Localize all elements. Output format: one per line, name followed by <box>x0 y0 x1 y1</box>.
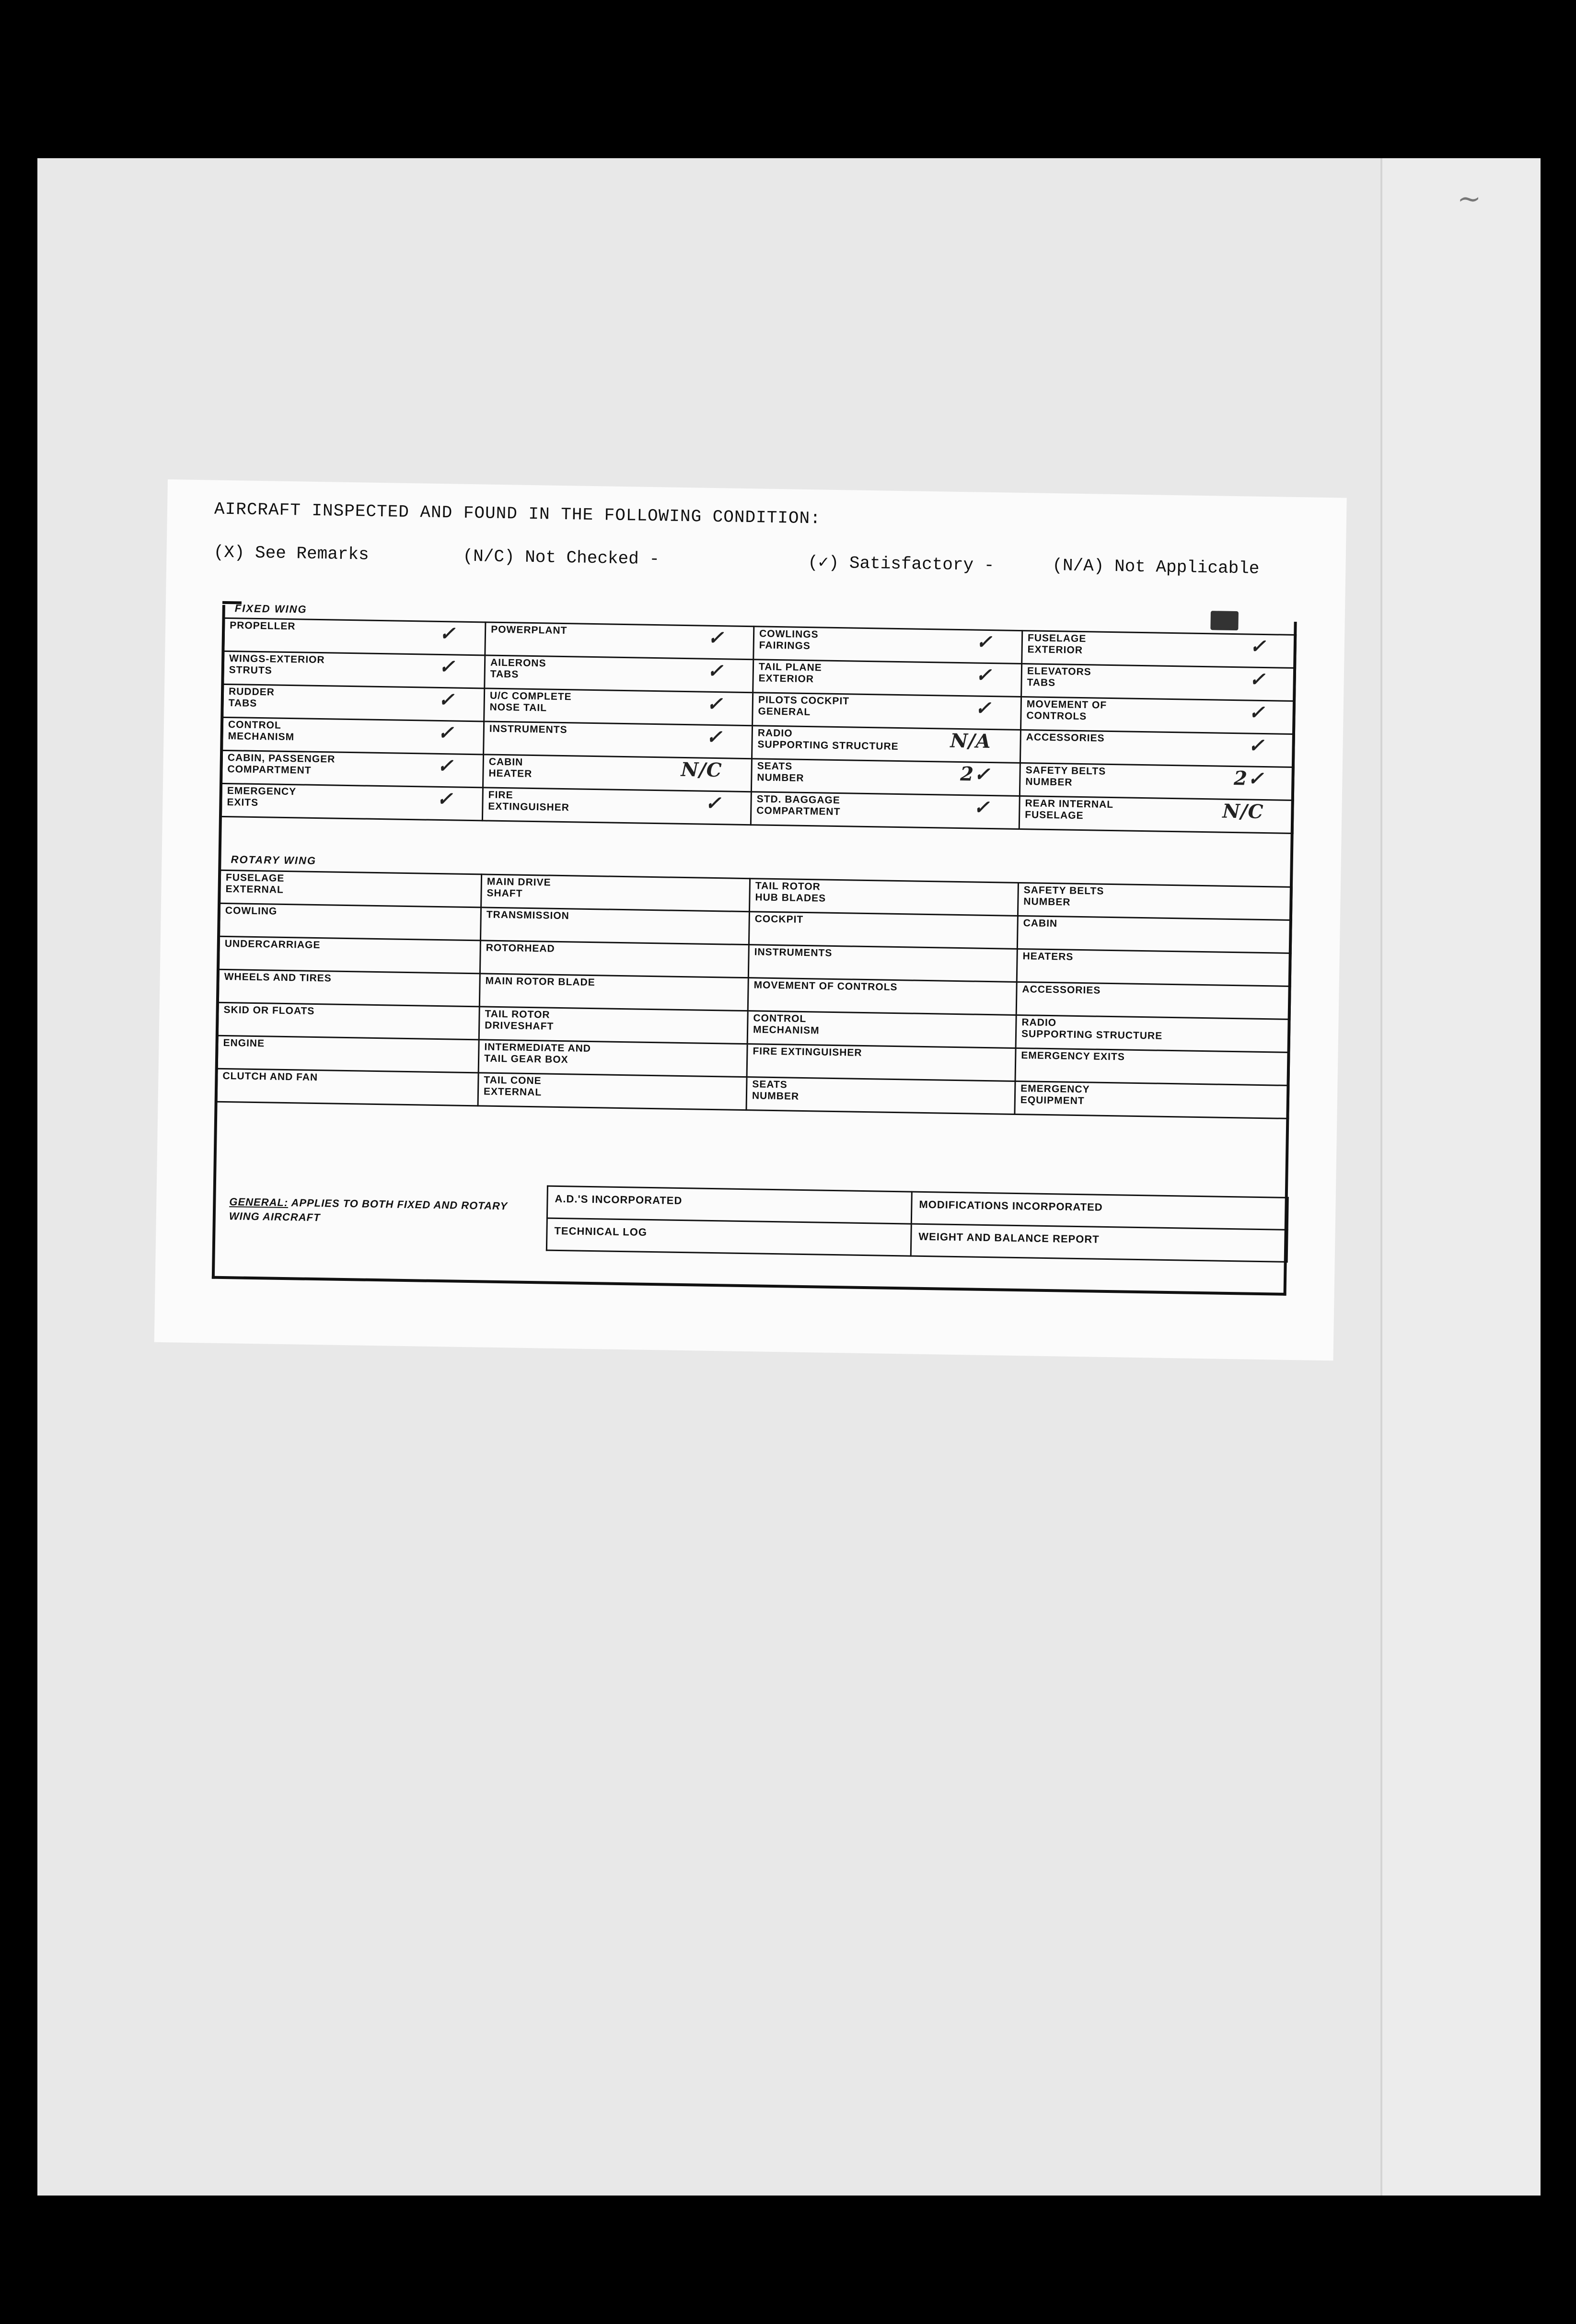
handwritten-mark: ✓ <box>437 754 454 778</box>
item-label: POWERPLANT <box>490 624 568 637</box>
fixed-wing-table <box>220 617 1297 834</box>
rotary-wing-table <box>216 870 1293 1119</box>
fixed-wing-item <box>224 618 486 655</box>
item-label: RUDDER TABS <box>228 686 275 709</box>
handwritten-mark: ✓ <box>974 697 992 720</box>
rotary-wing-item: MAIN ROTOR BLADE <box>479 974 748 1011</box>
rotary-wing-item: CLUTCH AND FAN <box>217 1069 478 1106</box>
rotary-wing-item: MAIN DRIVE SHAFT <box>481 874 750 912</box>
rotary-wing-label: ROTARY WING <box>231 853 317 867</box>
fixed-wing-item <box>751 792 1020 829</box>
rotary-wing-item: COWLING <box>220 903 481 941</box>
fixed-wing-item <box>1021 697 1295 734</box>
fixed-wing-item <box>752 726 1020 763</box>
fixed-wing-item <box>1019 796 1293 833</box>
fixed-wing-item <box>753 660 1022 697</box>
item-label: ACCESSORIES <box>1026 732 1105 744</box>
ads-incorporated-cell: A.D.'S INCORPORATED <box>547 1186 912 1224</box>
handwritten-mark: 2✓ <box>1233 767 1264 790</box>
item-label: TAIL PLANE EXTERIOR <box>758 661 822 685</box>
fixed-wing-item <box>485 655 753 693</box>
fixed-wing-item <box>484 688 753 726</box>
general-section <box>215 1180 1285 1293</box>
handwritten-mark: ✓ <box>705 791 722 815</box>
fixed-wing-item <box>223 684 485 721</box>
handwritten-mark: ✓ <box>438 688 455 711</box>
inspection-form <box>212 602 1297 1296</box>
handwritten-mark: ✓ <box>437 721 455 744</box>
general-note: GENERAL: APPLIES TO BOTH FIXED AND ROTARY WING AIRCRAFT <box>229 1196 508 1224</box>
fixed-wing-item <box>1021 664 1296 701</box>
rotary-wing-item: CABIN <box>1017 916 1291 953</box>
item-label: PILOTS COCKPIT GENERAL <box>758 694 850 718</box>
legend-remarks: (X) See Remarks <box>213 542 369 565</box>
rotary-wing-item: UNDERCARRIAGE <box>219 936 480 974</box>
rotary-wing-item: INTERMEDIATE AND TAIL GEAR BOX <box>478 1040 747 1077</box>
rotary-wing-item: WHEELS AND TIRES <box>218 969 480 1007</box>
pencil-mark: ~ <box>1457 182 1482 216</box>
rotary-wing-item: SAFETY BELTS NUMBER <box>1018 883 1292 920</box>
handwritten-mark: ✓ <box>707 659 724 683</box>
inspection-card <box>154 479 1347 1360</box>
handwritten-mark: N/A <box>950 729 991 753</box>
general-table <box>546 1185 1289 1263</box>
fixed-wing-item <box>222 717 484 755</box>
rotary-wing-item: EMERGENCY EXITS <box>1015 1048 1289 1085</box>
item-label: FUSELAGE EXTERIOR <box>1027 632 1087 656</box>
item-label: INSTRUMENTS <box>489 723 568 736</box>
item-label: PROPELLER <box>230 620 296 632</box>
item-label: U/C COMPLETE NOSE TAIL <box>489 690 572 714</box>
fixed-wing-item <box>222 750 484 788</box>
fixed-wing-item <box>223 651 485 688</box>
item-label: ELEVATORS TABS <box>1027 665 1091 689</box>
item-label: MOVEMENT OF CONTROLS <box>1026 698 1107 722</box>
technical-log-cell: TECHNICAL LOG <box>546 1218 911 1256</box>
rotary-wing-item: SKID OR FLOATS <box>218 1002 479 1040</box>
page-edge <box>1380 158 1541 2196</box>
fixed-wing-item <box>221 783 483 821</box>
handwritten-mark: ✓ <box>973 796 990 819</box>
rotary-wing-item: ROTORHEAD <box>480 941 749 978</box>
fixed-wing-item <box>485 622 754 660</box>
legend-satisfactory: (✓) Satisfactory - <box>808 553 995 576</box>
handwritten-mark: ✓ <box>436 787 453 811</box>
rotary-wing-item: ENGINE <box>217 1035 479 1073</box>
fixed-wing-item <box>1020 763 1294 801</box>
rotary-wing-item: EMERGENCY EQUIPMENT <box>1015 1081 1289 1118</box>
item-label: REAR INTERNAL FUSELAGE <box>1025 798 1114 822</box>
handwritten-mark: ✓ <box>1248 734 1265 757</box>
handwritten-mark: ✓ <box>439 622 456 645</box>
ink-blot <box>1210 611 1239 630</box>
item-label: CABIN, PASSENGER COMPARTMENT <box>227 752 336 776</box>
fixed-wing-item <box>1020 730 1294 767</box>
rotary-wing-item: COCKPIT <box>749 912 1018 949</box>
rotary-wing-item: HEATERS <box>1017 949 1291 986</box>
rotary-wing-item: ACCESSORIES <box>1016 982 1290 1019</box>
handwritten-mark: ✓ <box>975 630 993 654</box>
fixed-wing-item <box>483 755 752 792</box>
handwritten-mark: ✓ <box>707 626 725 650</box>
legend-not-applicable: (N/A) Not Applicable <box>1052 556 1260 579</box>
item-label: STD. BAGGAGE COMPARTMENT <box>756 793 841 818</box>
fixed-wing-item <box>751 759 1020 796</box>
rotary-wing-item: FIRE EXTINGUISHER <box>747 1044 1016 1081</box>
item-label: SAFETY BELTS NUMBER <box>1025 765 1106 788</box>
handwritten-mark: ✓ <box>1249 635 1267 658</box>
fixed-wing-item <box>753 693 1021 730</box>
rotary-wing-item: TRANSMISSION <box>480 907 749 945</box>
handwritten-mark: ✓ <box>706 725 723 749</box>
handwritten-mark: ✓ <box>1248 701 1266 724</box>
fixed-wing-item <box>482 788 751 825</box>
item-label: EMERGENCY EXITS <box>227 785 297 809</box>
rotary-wing-item: FUSELAGE EXTERNAL <box>220 870 482 907</box>
legend-not-checked: (N/C) Not Checked - <box>463 546 660 569</box>
rotary-wing-item: TAIL CONE EXTERNAL <box>478 1073 747 1110</box>
handwritten-mark: 2✓ <box>960 763 991 786</box>
rotary-wing-item: CONTROL MECHANISM <box>747 1011 1016 1048</box>
handwritten-mark: ✓ <box>439 655 456 678</box>
item-label: FIRE EXTINGUISHER <box>488 789 570 813</box>
fixed-wing-label: FIXED WING <box>234 602 307 616</box>
fixed-wing-item <box>484 721 753 759</box>
modifications-cell: MODIFICATIONS INCORPORATED <box>911 1192 1288 1230</box>
item-label: CABIN HEATER <box>488 756 533 780</box>
handwritten-mark: ✓ <box>975 663 993 687</box>
item-label: AILERONS TABS <box>490 657 546 680</box>
rotary-wing-item: INSTRUMENTS <box>748 945 1017 982</box>
legend <box>213 542 1260 580</box>
handwritten-mark: N/C <box>1222 800 1264 823</box>
handwritten-mark: N/C <box>681 758 722 782</box>
item-label: RADIO SUPPORTING STRUCTURE <box>757 727 899 753</box>
item-label: CONTROL MECHANISM <box>228 719 295 743</box>
item-label: SEATS NUMBER <box>757 760 804 784</box>
form-heading: AIRCRAFT INSPECTED AND FOUND IN THE FOLLOWING CONDITION: <box>214 499 822 529</box>
rotary-wing-item: SEATS NUMBER <box>746 1077 1015 1115</box>
rotary-wing-item: TAIL ROTOR HUB BLADES <box>749 879 1018 916</box>
rotary-wing-item: MOVEMENT OF CONTROLS <box>748 978 1017 1015</box>
handwritten-mark: ✓ <box>706 692 724 716</box>
rotary-wing-item: RADIO SUPPORTING STRUCTURE <box>1016 1015 1290 1052</box>
rotary-wing-item: TAIL ROTOR DRIVESHAFT <box>479 1007 748 1044</box>
item-label: COWLINGS FAIRINGS <box>759 628 819 652</box>
handwritten-mark: ✓ <box>1249 668 1266 691</box>
fixed-wing-item <box>753 627 1022 664</box>
item-label: WINGS-EXTERIOR STRUTS <box>229 653 325 676</box>
weight-balance-cell: WEIGHT AND BALANCE REPORT <box>911 1224 1287 1262</box>
fixed-wing-item <box>1022 631 1296 668</box>
